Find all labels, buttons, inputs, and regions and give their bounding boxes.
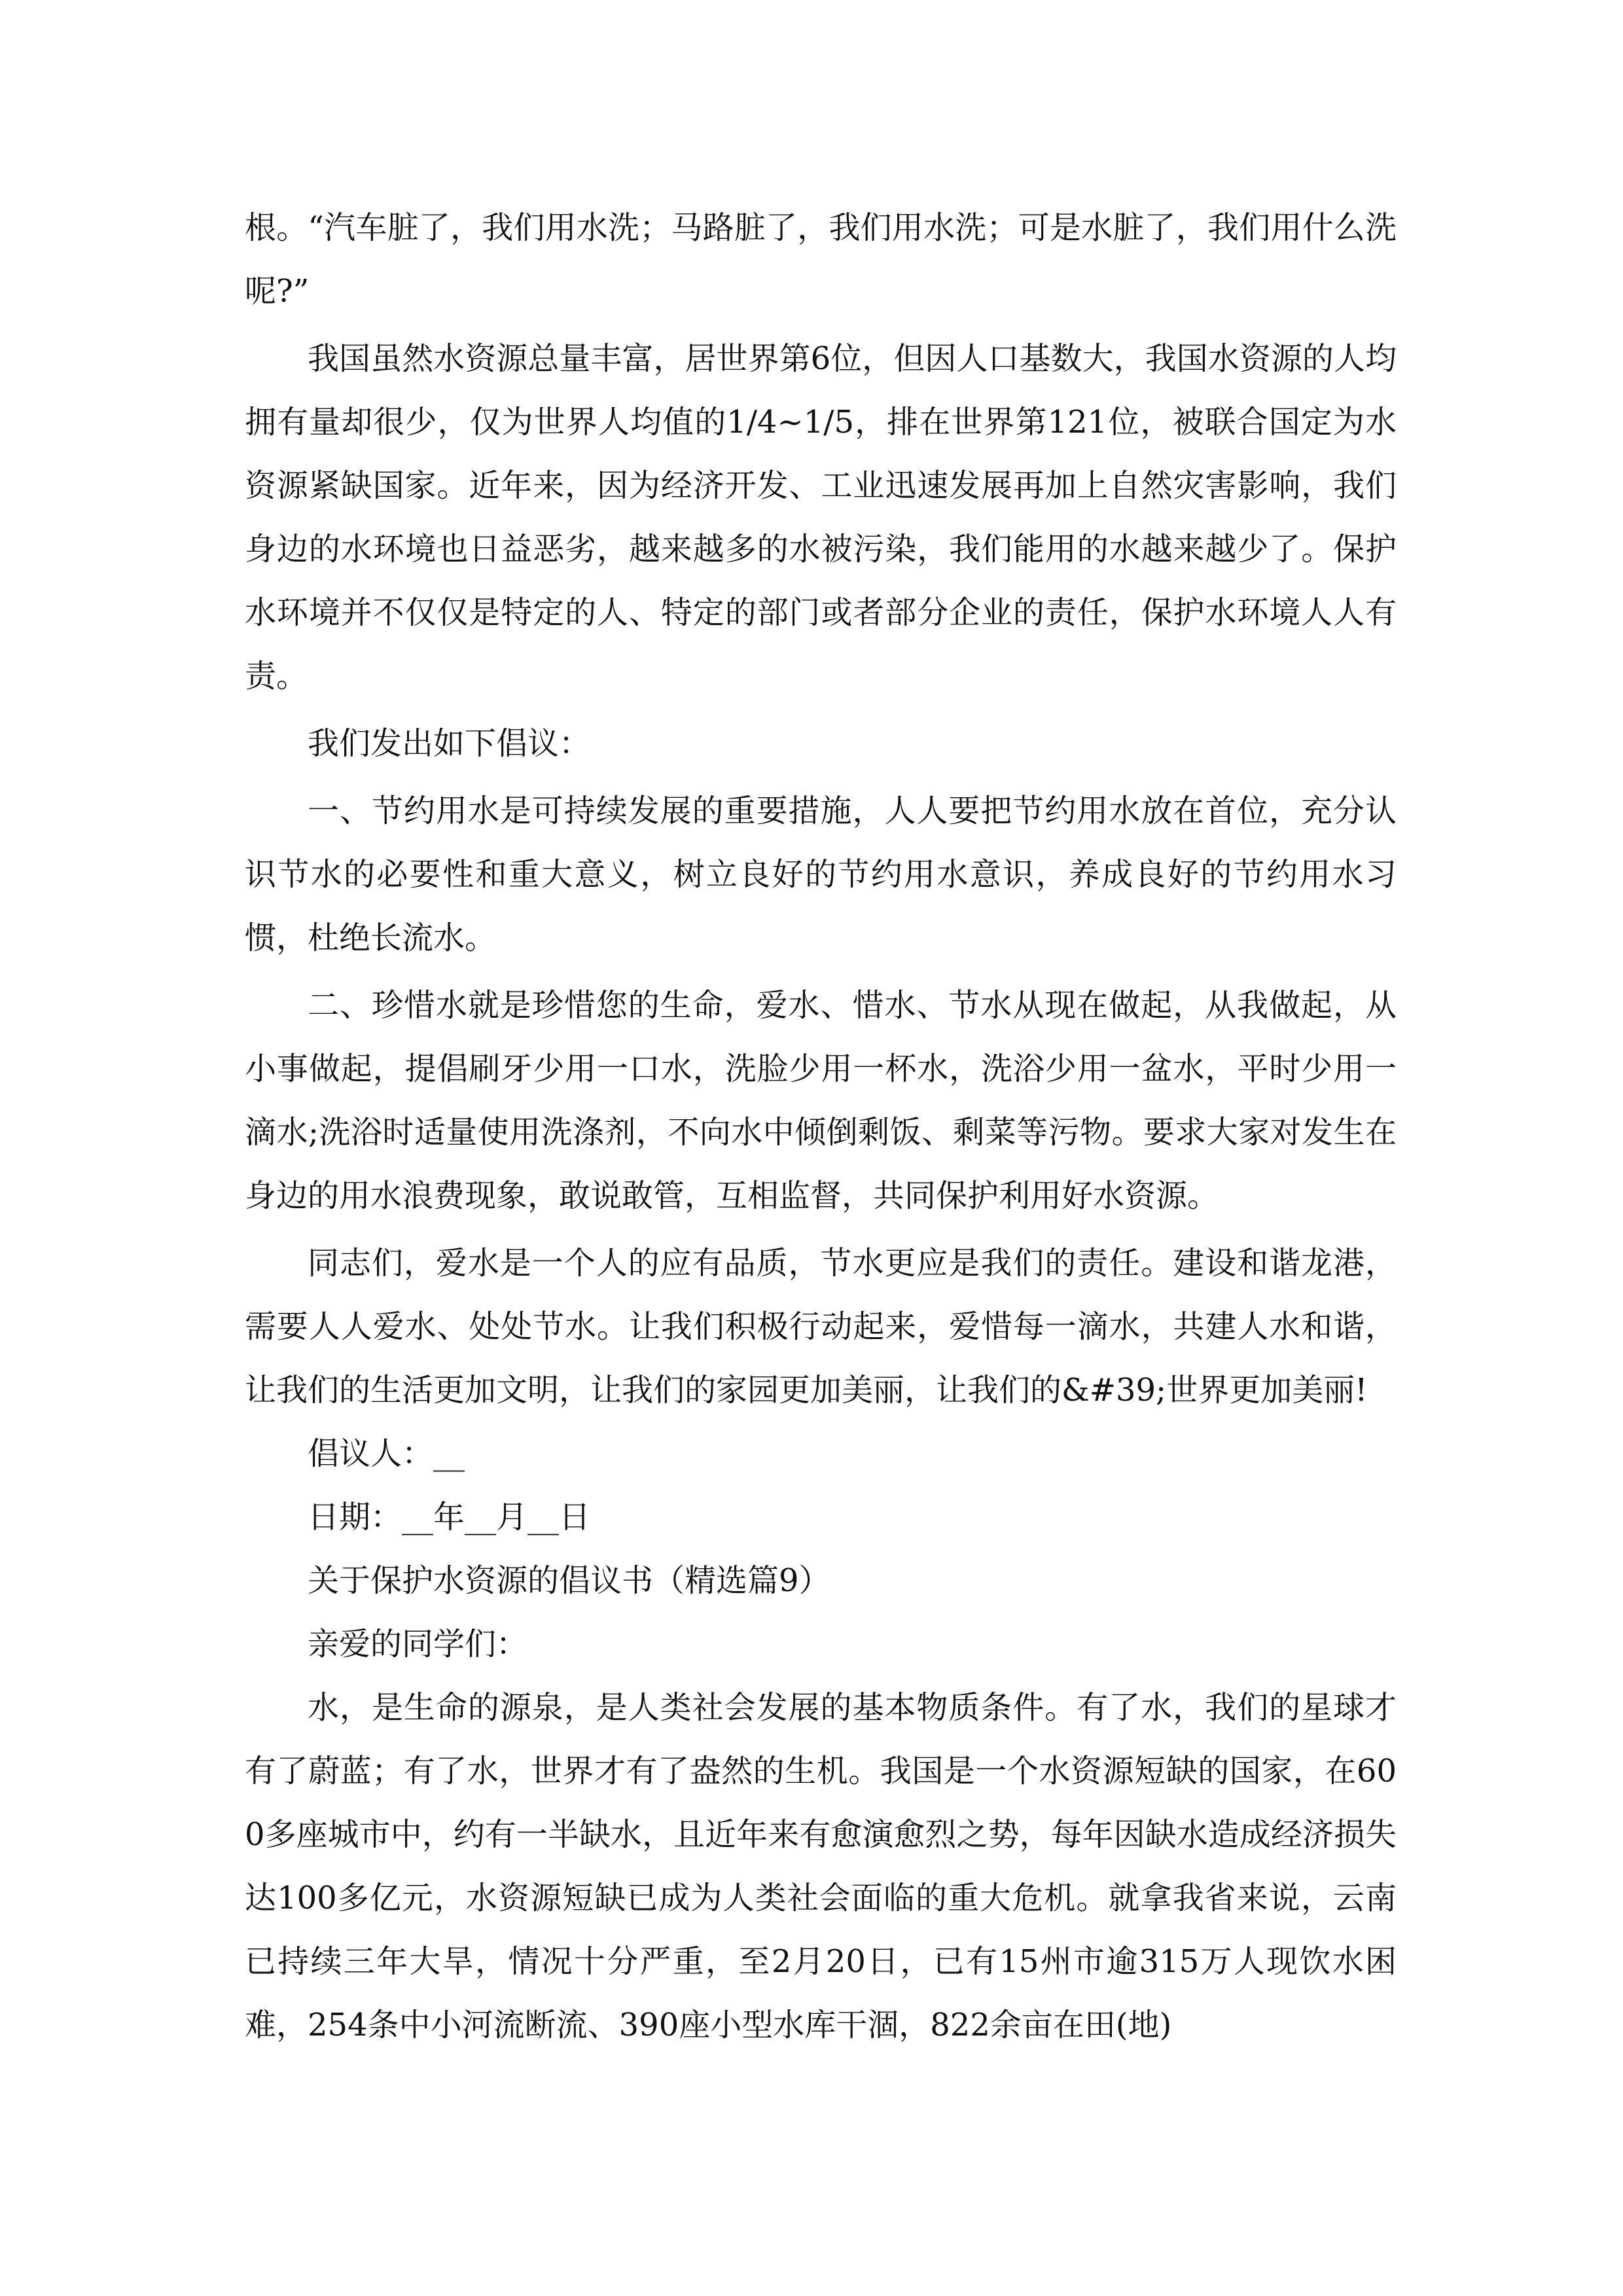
- document-body: [245, 196, 1397, 2057]
- paragraph-water-source: 水，是生命的源泉，是人类社会发展的基本物质条件。有了水，我们的星球才有了蔚蓝；有了水，世界才有了盎然的生机。我国是一个水资源短缺的国家，在600多座城市中，约有一半缺水，且近年来有愈演愈烈之势，每年因缺水造成经济损失达100多亿元，水资源短缺已成为人类社会面临的重大危机。就拿我省来说，云南已持续三年大旱，情况十分严重，至2月20日，已有15州市逾315万人现饮水困难，254条中小河流断流、390座小型水库干涸，822余亩在田(地): [245, 1689, 1397, 2043]
- paragraph-water-resources: 我国虽然水资源总量丰富，居世界第6位，但因人口基数大，我国水资源的人均拥有量却很少，仅为世界人均值的1/4~1/5，排在世界第121位，被联合国定为水资源紧缺国家。近年来，因为经济开发、工业迅速发展再加上自然灾害影响，我们身边的水环境也日益恶劣，越来越多的水被污染，我们能用的水越来越少了。保护水环境并不仅仅是特定的人、特定的部门或者部分企业的责任，保护水环境人人有责。: [245, 340, 1397, 694]
- paragraph-proposal-two: 二、珍惜水就是珍惜您的生命，爱水、惜水、节水从现在做起，从我做起，从小事做起，提倡刷牙少用一口水，洗脸少用一杯水，洗浴少用一盆水，平时少用一滴水;洗浴时适量使用洗涤剂，不向水中倾倒剩饭、剩菜等污物。要求大家对发生在身边的用水浪费现象，敢说敢管，互相监督，共同保护利用好水资源。: [245, 987, 1397, 1214]
- paragraph-continuation: 根。“汽车脏了，我们用水洗；马路脏了，我们用水洗；可是水脏了，我们用什么洗呢?”: [245, 209, 1397, 310]
- paragraph-closing: 同志们，爱水是一个人的应有品质，节水更应是我们的责任。建设和谐龙港，需要人人爱水、处处节水。让我们积极行动起来，爱惜每一滴水，共建人水和谐，让我们的生活更加文明，让我们的家园更加美丽，让我们的&#39;世界更加美丽!: [245, 1245, 1397, 1408]
- paragraph-proposal-one: 一、节约用水是可持续发展的重要措施，人人要把节约用水放在首位，充分认识节水的必要性和重大意义，树立良好的节约用水意识，养成良好的节约用水习惯，杜绝长流水。: [245, 793, 1397, 956]
- section-title: 关于保护水资源的倡议书（精选篇9）: [308, 1562, 830, 1599]
- paragraph-proposal-intro: 我们发出如下倡议：: [308, 725, 591, 762]
- signature-line: 倡议人：__: [308, 1435, 465, 1472]
- salutation: 亲爱的同学们：: [308, 1626, 528, 1662]
- date-line: 日期：__年__月__日: [308, 1499, 591, 1535]
